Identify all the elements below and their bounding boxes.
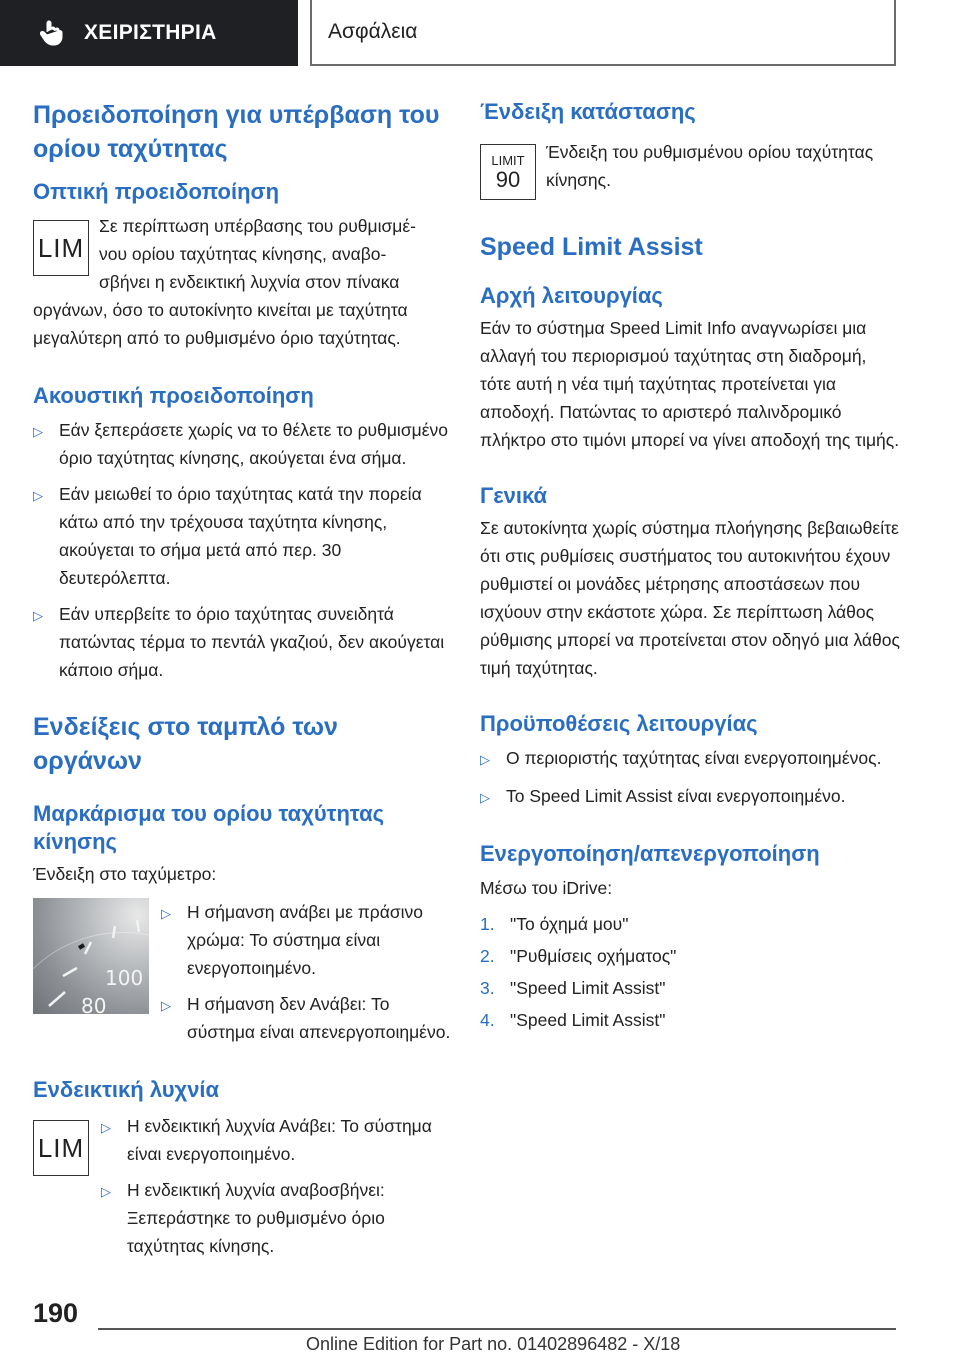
- list-item: ▷ Η ενδεικτική λυχνία Ανάβει: Το σύστημα είναι ενεργοποιημένο.: [101, 1112, 437, 1168]
- list-item: 1. "Το όχημά μου": [480, 914, 629, 934]
- sla-title: Speed Limit Assist: [480, 233, 703, 261]
- marking-block: [33, 898, 451, 1046]
- activation-intro: Μέσω του iDrive:: [480, 878, 613, 898]
- general-text: Σε αυτοκίνητα χωρίς σύστημα πλοήγησης βεβαιωθείτε ότι στις ρυθμίσεις συστήματος του αυτοκινήτου έχουν ρυθμιστεί οι μονάδες μέτρησης αποστάσεων που ισχύουν στην εκάστοτε χώρα. Σε περίπτωση λάθος ρύθμισης μπορεί να προτείνεται στον οδηγό μια λάθος τιμή ταχύτητας.: [480, 518, 900, 678]
- chapter-label: ΧΕΙΡΙΣΤΗΡΙΑ: [84, 21, 217, 44]
- list-item: ▷ Η σήμανση δεν Ανάβει: Το σύστημα είναι απενεργοποιημένο.: [161, 990, 451, 1046]
- page-header: [0, 0, 960, 66]
- list-item: ▷ Η σήμανση ανάβει με πράσινο χρώμα: Το σύστημα είναι ενεργοποιημένο.: [161, 898, 451, 982]
- list-item: ▷ Η ενδεικτική λυχνία αναβοσβήνει: Ξεπεράστηκε το ρυθμισμένο όριο ταχύτητας κίνησης.: [101, 1176, 437, 1260]
- speed-warning-title: Προειδοποίηση για υπέρβαση του ορίου ταχύτητας: [33, 101, 440, 163]
- lim-indicator-icon: LIM: [33, 220, 89, 276]
- list-item: ▷ Εάν υπερβείτε το όριο ταχύτητας συνειδητά πατώντας τέρμα το πεντάλ γκαζιού, δεν ακούγεται κάποιο σήμα.: [33, 600, 451, 684]
- triangle-bullet-icon: ▷: [161, 906, 171, 921]
- lamp-heading: Ενδεικτική λυχνία: [33, 1077, 220, 1102]
- triangle-bullet-icon: ▷: [480, 790, 490, 805]
- list-item: ▷ Ο περιοριστής ταχύτητας είναι ενεργοποιημένος.: [480, 744, 900, 774]
- triangle-bullet-icon: ▷: [480, 752, 490, 767]
- hand-pointer-icon: [40, 20, 64, 46]
- triangle-bullet-icon: ▷: [33, 488, 43, 503]
- section-tab: [310, 0, 896, 66]
- triangle-bullet-icon: ▷: [101, 1120, 111, 1135]
- list-item: ▷ Το Speed Limit Assist είναι ενεργοποιημένο.: [480, 782, 900, 812]
- triangle-bullet-icon: ▷: [33, 608, 43, 623]
- principle-heading: Αρχή λειτουργίας: [480, 283, 663, 308]
- lamp-list: [101, 1112, 437, 1260]
- triangle-bullet-icon: ▷: [33, 424, 43, 439]
- optical-line-1: Σε περίπτωση υπέρβασης του ρυθμισμέ-: [99, 216, 416, 236]
- section-label: Ασφάλεια: [328, 20, 418, 43]
- optical-line-3: σβήνει η ενδεικτική λυχνία στον πίνακα: [99, 272, 400, 292]
- acoustic-warning-heading: Ακουστική προειδοποίηση: [33, 383, 314, 408]
- principle-text: Εάν το σύστημα Speed Limit Info αναγνωρίσει μια αλλαγή του περιορισμού ταχύτητας στη διαδρομή, τότε αυτή η νέα τιμή ταχύτητας προτείνεται για αποδοχή. Πατώντας το αριστερό παλινδρομικό πλήκτρο στο τιμόνι μπορεί να γίνει αποδοχή της τιμής.: [480, 318, 900, 450]
- speedometer-image: [33, 898, 149, 1014]
- prereq-heading: Προϋποθέσεις λειτουργίας: [480, 711, 758, 736]
- right-column: [480, 98, 900, 1038]
- lim-lamp-icon: LIM: [33, 1120, 89, 1176]
- footer-divider: [98, 1328, 896, 1330]
- list-item: 2. "Ρυθμίσεις οχήματος": [480, 946, 677, 966]
- list-item: 3. "Speed Limit Assist": [480, 978, 666, 998]
- prereq-list: [480, 744, 900, 812]
- optical-line-2: νου ορίου ταχύτητας κίνησης, αναβο-: [99, 244, 387, 264]
- marking-heading: Μαρκάρισμα του ορίου ταχύτητας κίνησης: [33, 801, 385, 854]
- triangle-bullet-icon: ▷: [161, 998, 171, 1013]
- speedo-label-100: 100: [105, 966, 144, 990]
- list-item: ▷ Εάν μειωθεί το όριο ταχύτητας κατά την πορεία κάτω από την τρέχουσα ταχύτητα κίνησης, ακούγεται το σήμα μετά από περ. 30 δευτερόλεπτα.: [33, 480, 451, 592]
- speedo-label-80: 80: [81, 994, 107, 1014]
- list-item: 4. "Speed Limit Assist": [480, 1010, 666, 1030]
- indications-title: Ενδείξεις στο ταμπλό των οργάνων: [33, 713, 338, 775]
- status-block: [480, 138, 900, 200]
- triangle-bullet-icon: ▷: [101, 1184, 111, 1199]
- limit-90-icon: LIMIT 90: [480, 144, 536, 200]
- acoustic-list: [33, 416, 451, 684]
- optical-warning-heading: Οπτική προειδοποίηση: [33, 179, 280, 204]
- footer-edition: Online Edition for Part no. 01402896482 - X/18: [306, 1334, 681, 1354]
- marking-list: [161, 898, 451, 1046]
- activation-heading: Ενεργοποίηση/απενεργοποίηση: [480, 841, 820, 866]
- lamp-block: [33, 1112, 451, 1260]
- chapter-tab: [0, 0, 298, 66]
- optical-warning-block: [33, 212, 451, 296]
- page-number: 190: [33, 1298, 79, 1328]
- status-text: Ένδειξη του ρυθμισμένου ορίου ταχύτητας κίνησης.: [546, 142, 874, 190]
- general-heading: Γενικά: [480, 483, 548, 508]
- optical-text-rest: οργάνων, όσο το αυτοκίνητο κινείται με ταχύτητα μεγαλύτερη από το ρυθμισμένο όριο ταχύτητας.: [33, 300, 408, 348]
- left-column: [33, 98, 451, 1260]
- activation-steps: [480, 910, 900, 1034]
- marking-intro: Ένδειξη στο ταχύμετρο:: [33, 864, 217, 884]
- status-heading: Ένδειξη κατάστασης: [480, 99, 696, 124]
- list-item: ▷ Εάν ξεπεράσετε χωρίς να το θέλετε το ρυθμισμένο όριο ταχύτητας κίνησης, ακούγεται ένα σήμα.: [33, 416, 451, 472]
